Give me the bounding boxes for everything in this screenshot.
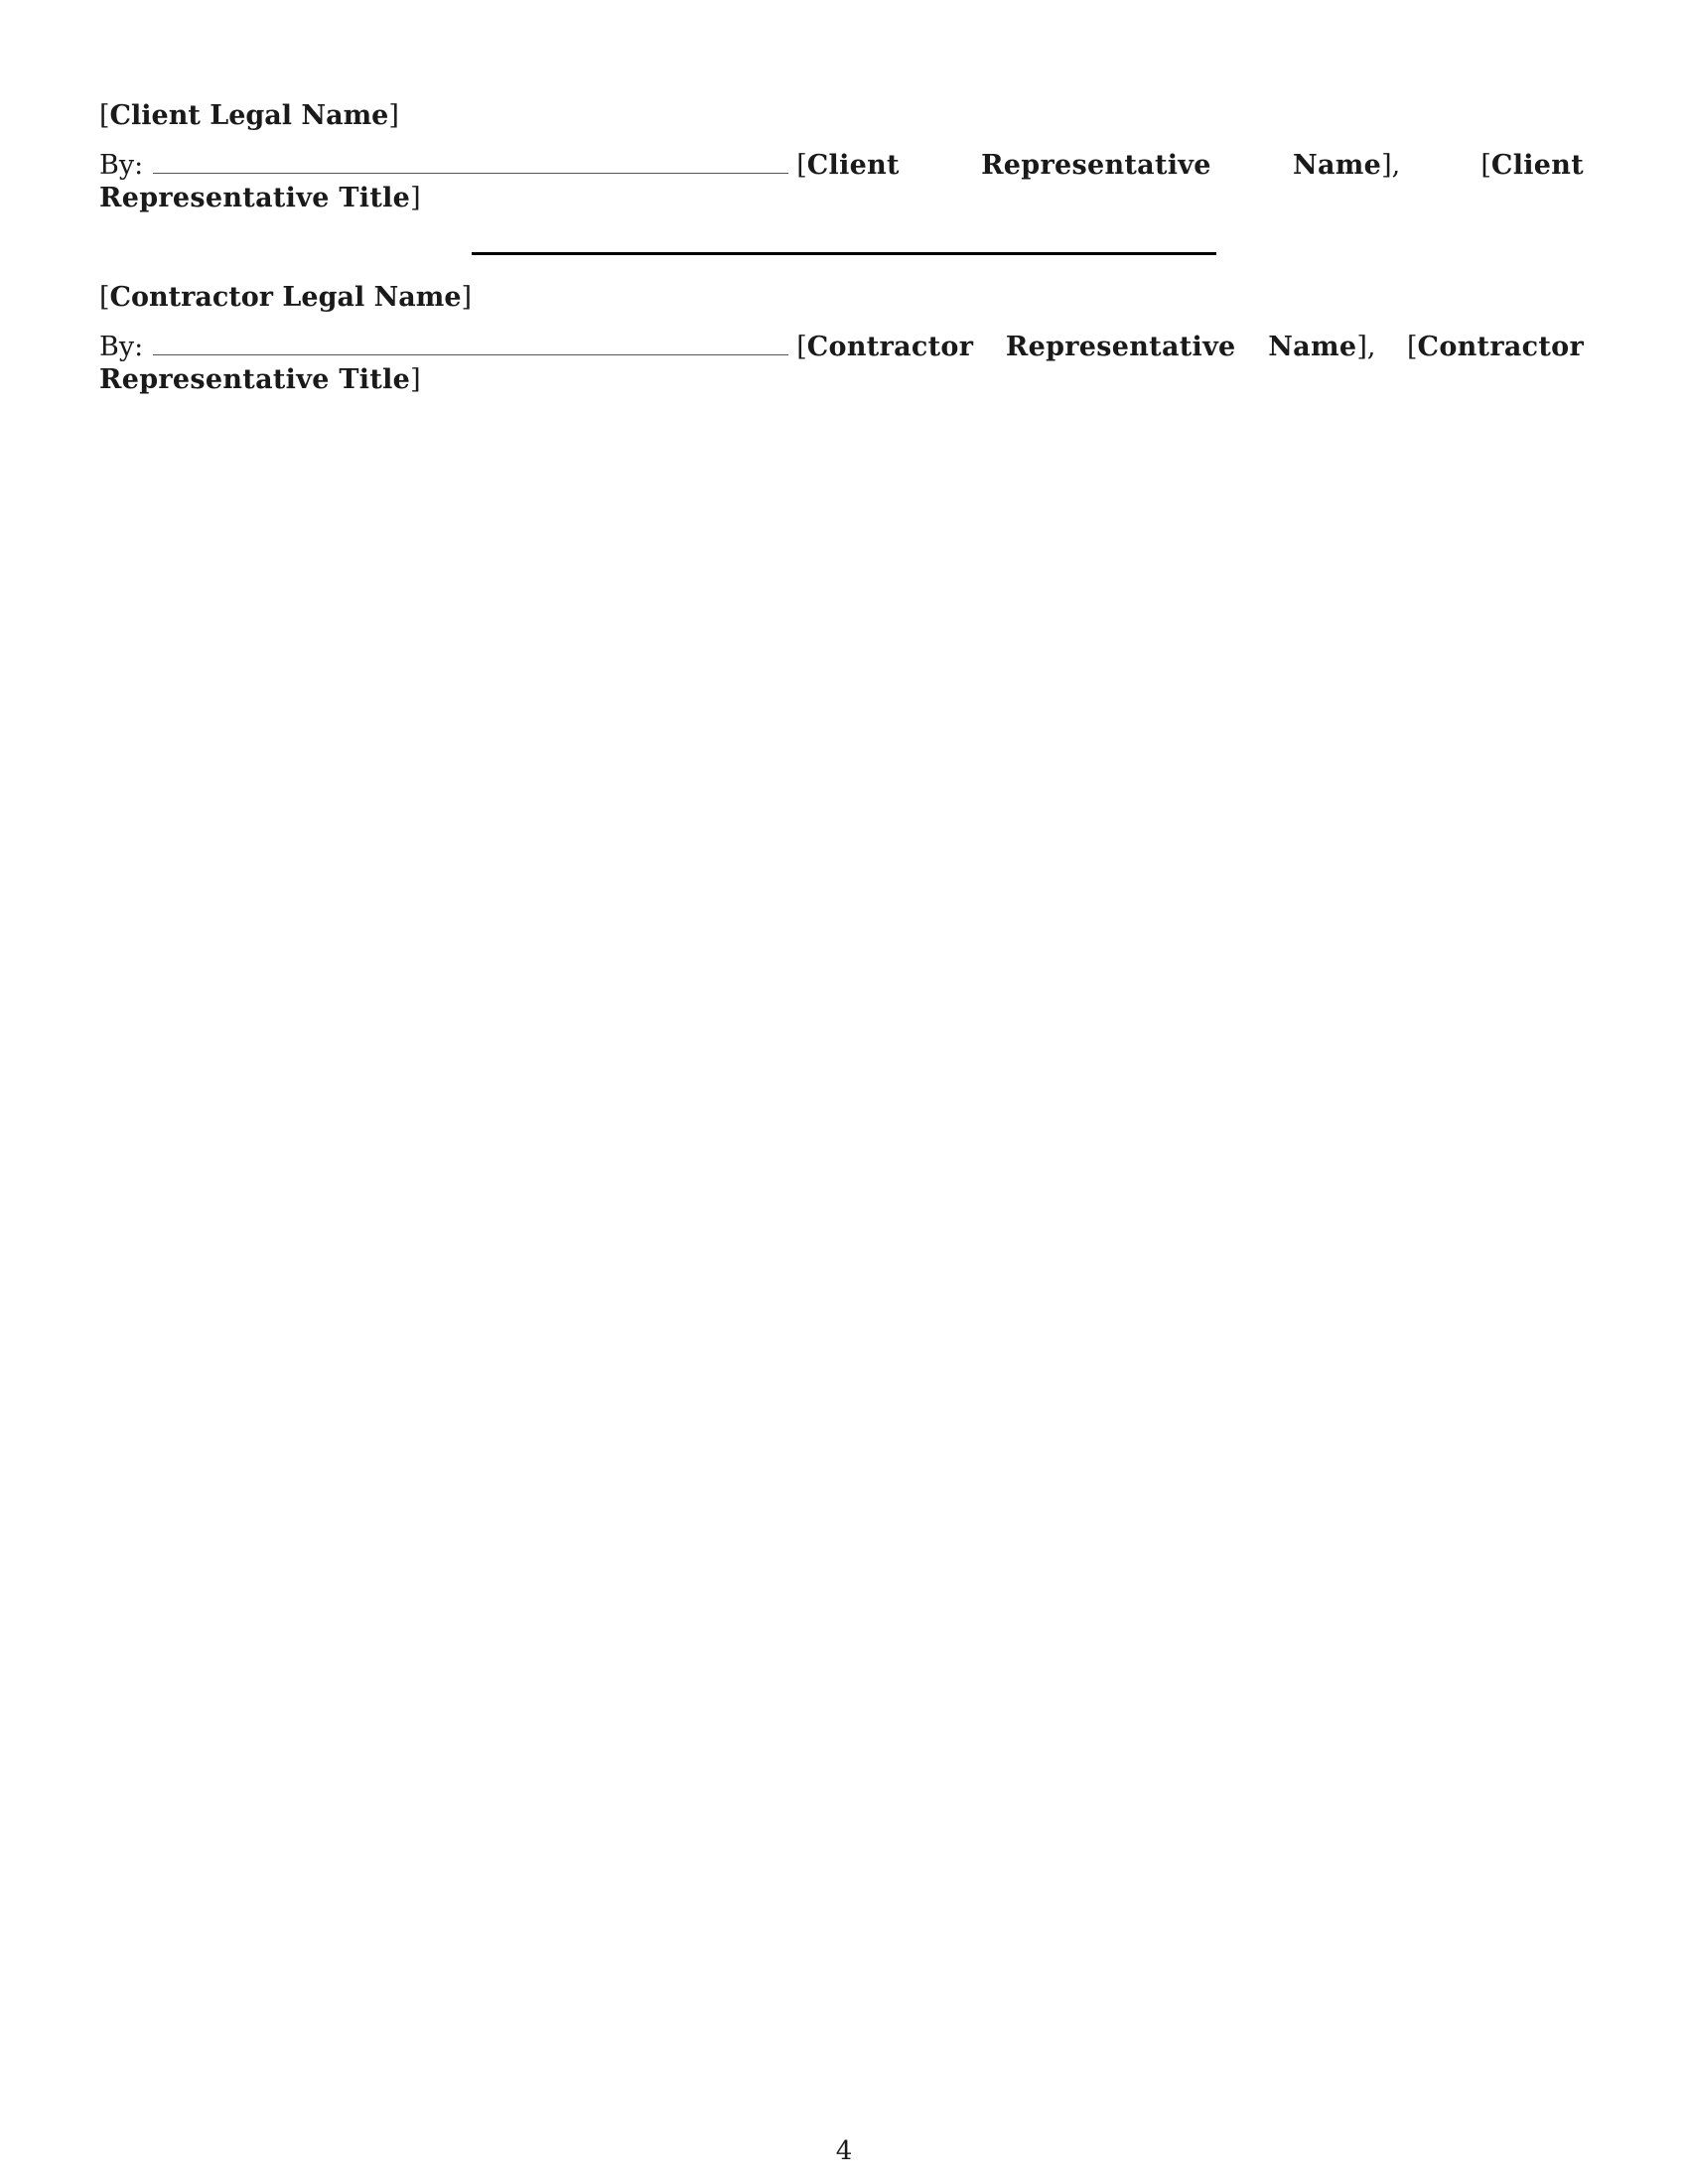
page-number: 4 bbox=[835, 2136, 853, 2166]
contractor-signature-line: By: [Contractor Representative Name], [Contractor Representative Title] bbox=[99, 332, 1584, 395]
client-signature-section bbox=[99, 97, 1584, 214]
signature-block bbox=[99, 97, 1584, 396]
client-legal-name-text: Client Legal Name bbox=[109, 100, 389, 131]
contractor-legal-name-text: Contractor Legal Name bbox=[109, 282, 462, 313]
contractor-name-title-separator: , bbox=[1366, 332, 1407, 362]
client-name-title-separator: , bbox=[1391, 150, 1481, 181]
client-by-label: By: bbox=[99, 150, 144, 181]
contractor-by-label: By: bbox=[99, 332, 144, 362]
client-representative-name: Client Representative Name bbox=[806, 150, 1382, 181]
contractor-signature-blank bbox=[153, 335, 788, 355]
section-divider bbox=[472, 252, 1216, 255]
contractor-representative-title: Contractor Representative Title bbox=[99, 332, 1584, 395]
client-signature-line: By: [Client Representative Name], [Client Representative Title] bbox=[99, 150, 1584, 213]
client-signature-blank bbox=[153, 153, 788, 174]
client-legal-name: [Client Legal Name] bbox=[99, 100, 399, 131]
contractor-representative-name: Contractor Representative Name bbox=[806, 332, 1357, 362]
contractor-legal-name: [Contractor Legal Name] bbox=[99, 282, 473, 313]
contractor-signature-section bbox=[99, 279, 1584, 396]
client-representative-title: Client Representative Title bbox=[99, 150, 1584, 213]
